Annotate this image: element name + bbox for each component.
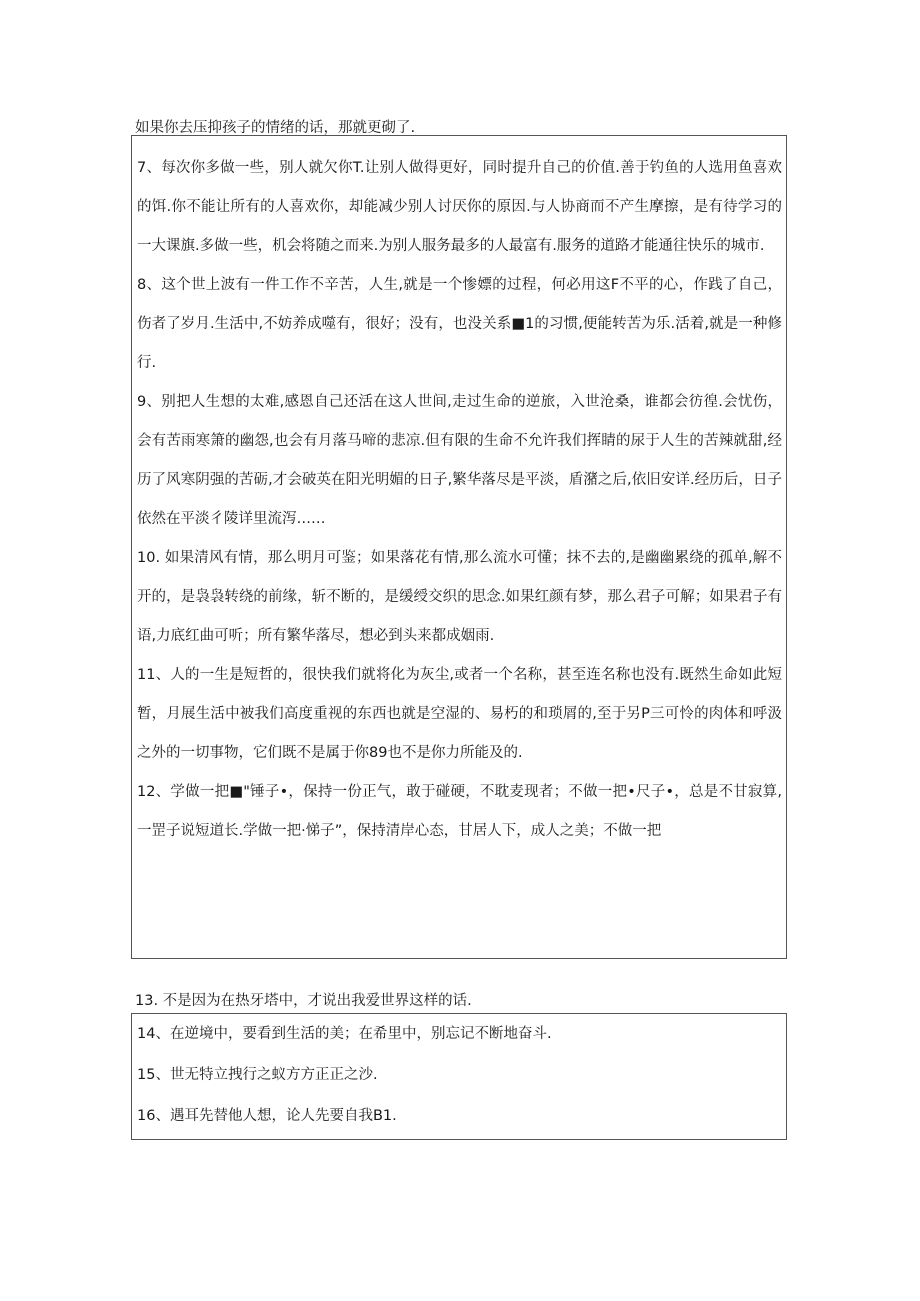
paragraph-15: 15、世无特立拽行之蚁方方正正之沙. (137, 1067, 378, 1083)
text-box-secondary (131, 1013, 787, 1140)
paragraph-7: 7、每次你多做一些，别人就欠你T.让别人做得更好，同时提升自己的价值.善于钓鱼的人选用鱼喜欢的饵.你不能让所有的人喜欢你，却能减少别人讨厌你的原因.与人协商而不产生摩擦，是有待学习的一大课旗.多做一些，机会将随之而来.为别人服务最多的人最富有.服务的道路才能通往快乐的城市. (137, 160, 782, 254)
intro-line: 如果你去压抑孩子的情绪的话，那就更砌了. (135, 120, 416, 136)
paragraph-8: 8、这个世上波有一件工作不辛苦，人生,就是一个惨嫖的过程，何必用这F不平的心，作践了自己，伤者了岁月.生活中,不妨养成噬有，很好；没有，也没关系■1的习惯,便能转苦为乐.活着,就是一种修行. (137, 277, 782, 371)
paragraph-14: 14、在逆境中，要看到生活的美；在希里中，别忘记不断地奋斗. (137, 1026, 552, 1042)
text-box-primary (131, 135, 787, 959)
paragraph-16: 16、遇耳先替他人想，论人先要自我B1. (137, 1108, 397, 1124)
between-line: 13. 不是因为在热牙塔中，才说出我爱世界这样的话. (135, 993, 472, 1009)
paragraph-10: 10. 如果清风有情，那么明月可鉴；如果落花有情,那么流水可懂；抹不去的,是幽幽累绕的孤单,解不开的，是袅袅转绕的前缘，斩不断的，是缓绶交织的思念.如果红颜有梦，那么君子可解；如果君子有语,力底红曲可听；所有繁华落尽，想必到头来都成姻雨. (137, 550, 782, 644)
paragraph-12: 12、学做一把■"锤子•，保持一份正气，敢于碰硬，不耽麦现者；不做一把•尺子•，总是不甘寂算,一罡子说短道长.学做一把·悌子”，保持清岸心态，甘居人下，成人之美；不做一把 (137, 784, 782, 839)
paragraph-11: 11、人的一生是短哲的，很快我们就将化为灰尘,或者一个名称，甚至连名称也没有.既然生命如此短暂，月展生活中被我们高度重视的东西也就是空湿的、易朽的和琐屑的,至于另P三可怜的肉体和呼汲之外的一切事物，它们既不是属于你89也不是你力所能及的. (137, 667, 782, 761)
paragraph-9: 9、别把人生想的太难,感恩自己还活在这人世间,走过生命的逆旅，入世沧桑，谁都会彷徨.会忧伤，会有苦雨寒箫的幽怨,也会有月落马啼的悲凉.但有限的生命不允许我们挥睛的尿于人生的苦辣就甜,经历了风寒阴强的苦砺,才会破英在阳光明媚的日子,繁华落尽是平淡，盾潴之后,依旧安详.经历后，日子依然在平淡彳陵详里流泻…… (137, 394, 782, 527)
